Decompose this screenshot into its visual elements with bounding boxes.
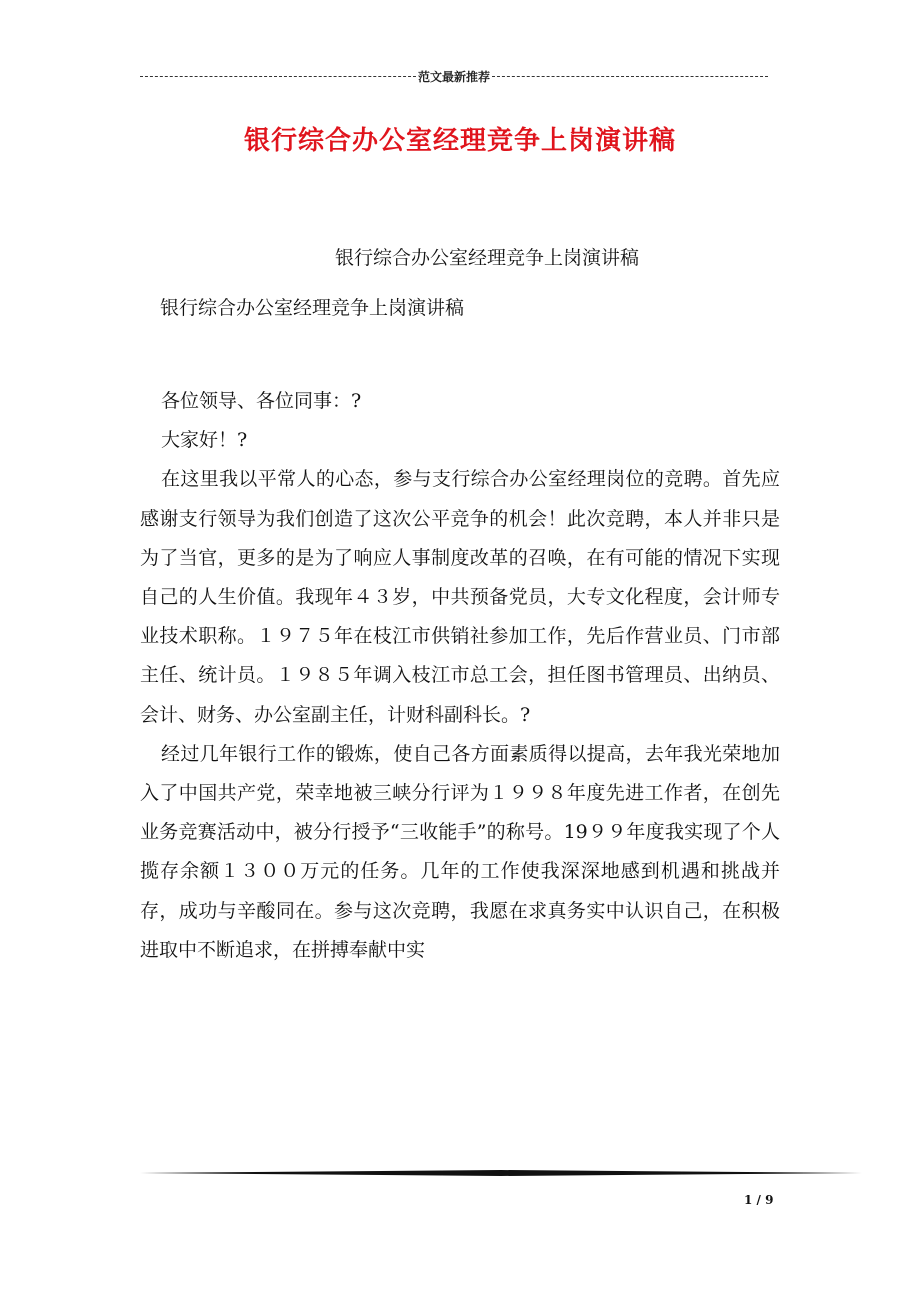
page-header bbox=[140, 66, 768, 86]
document-body bbox=[140, 382, 780, 970]
subtitle-centered: 银行综合办公室经理竞争上岗演讲稿 bbox=[335, 247, 640, 269]
body-paragraph: 经过几年银行工作的锻炼，使自己各方面素质得以提高，去年我光荣地加入了中国共产党，荣幸地被三峡分行评为１９９８年度先进工作者，在创先业务竞赛活动中，被分行授予“三收能手”的称号。19９９年度我实现了个人揽存余额１３００万元的任务。几年的工作使我深深地感到机遇和挑战并存，成功与辛酸同在。参与这次竞聘，我愿在求真务实中认识自己，在积极进取中不断追求，在拼搏奉献中实 bbox=[140, 742, 780, 961]
page-number: 1 / 9 bbox=[744, 1193, 774, 1207]
body-paragraph: 在这里我以平常人的心态，参与支行综合办公室经理岗位的竞聘。首先应感谢支行领导为我们创造了这次公平竞争的机会！此次竞聘，本人并非只是为了当官，更多的是为了响应人事制度改革的召唤，在有可能的情况下实现自己的人生价值。我现年４３岁，中共预备党员，大专文化程度，会计师专业技术职称。１９７５年在枝江市供销社参加工作，先后作营业员、门市部主任、统计员。１９８５年调入枝江市总工会，担任图书管理员、出纳员、会计、财务、办公室副主任，计财科副科长。? bbox=[140, 468, 780, 726]
header-dash-right bbox=[492, 76, 768, 77]
document-title: 银行综合办公室经理竞争上岗演讲稿 bbox=[243, 126, 676, 156]
subtitle-left: 银行综合办公室经理竞争上岗演讲稿 bbox=[160, 297, 465, 319]
greeting-line: 各位领导、各位同事：? bbox=[161, 390, 362, 412]
header-dash-left bbox=[140, 76, 416, 77]
greeting-line: 大家好！? bbox=[161, 429, 248, 452]
header-label: 范文最新推荐 bbox=[418, 69, 491, 84]
footer-rule bbox=[140, 1170, 862, 1176]
